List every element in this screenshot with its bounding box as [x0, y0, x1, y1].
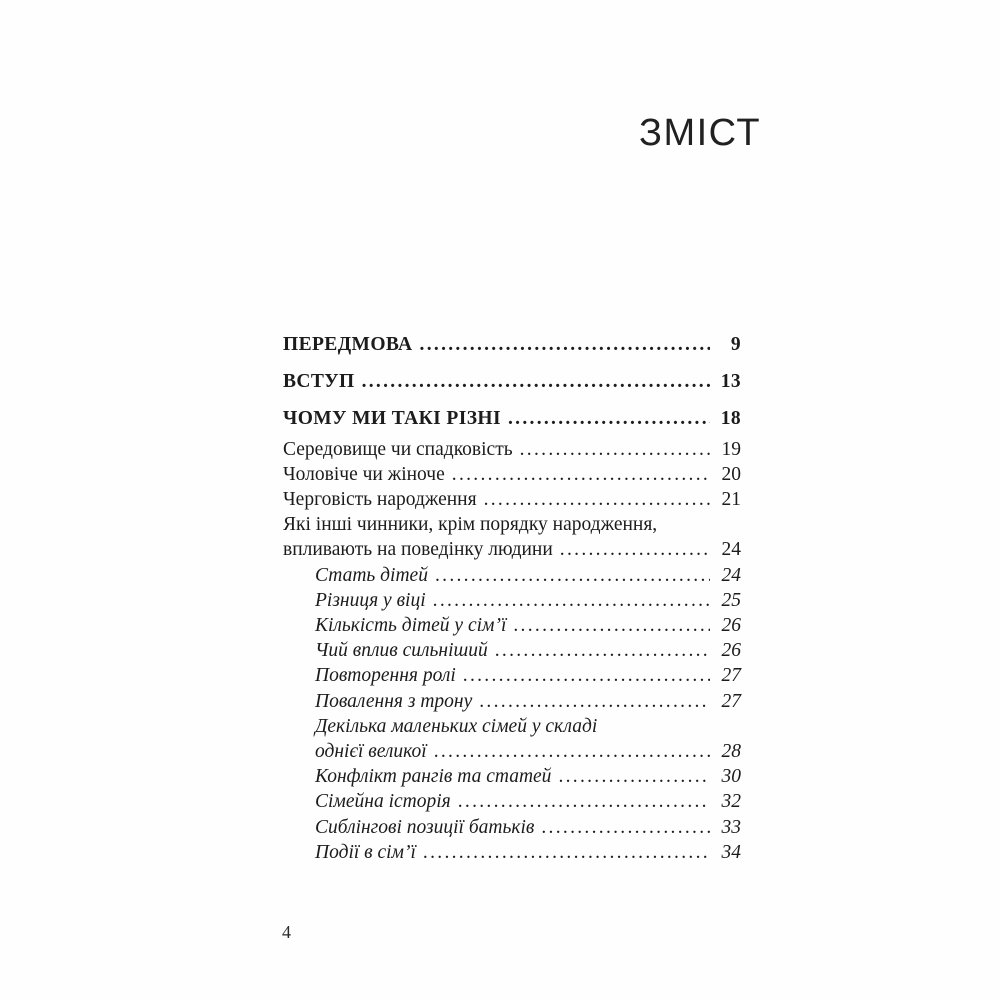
toc-entry-page: 28: [721, 741, 741, 763]
toc-entry-label: ПЕРЕДМОВА: [283, 334, 413, 355]
toc-entry-label: Кількість дітей у сім’ї: [315, 615, 507, 637]
toc-entry-page: 33: [721, 816, 741, 838]
toc-entry: [283, 437, 741, 462]
toc-dot-leader: [495, 638, 710, 663]
toc-entry: [283, 563, 741, 588]
toc-entry-page: 34: [721, 841, 741, 863]
toc-entry-label: Середовище чи спадковість: [283, 438, 513, 460]
toc-dot-leader: [463, 663, 710, 688]
toc-entry-page: 32: [721, 791, 741, 813]
toc-entry: [283, 689, 741, 714]
toc-entry-page: 26: [721, 615, 741, 637]
toc-dot-leader: [484, 487, 710, 512]
toc-entry-page: 25: [721, 589, 741, 611]
toc-dot-leader: [513, 613, 710, 638]
toc-entry-page: 24: [721, 539, 741, 561]
toc-entry: [283, 764, 741, 789]
toc-entry-page: 26: [721, 640, 741, 662]
toc-dot-leader: [362, 369, 710, 394]
toc-entry: [283, 462, 741, 487]
toc-entry-label: Декілька маленьких сімей у складі: [315, 715, 598, 737]
toc-entry-label: однієї великої: [315, 741, 427, 763]
toc-entry: [283, 613, 741, 638]
toc-entry: [283, 406, 741, 431]
toc-entry: [283, 369, 741, 394]
toc-entry-label: Різниця у віці: [315, 589, 426, 611]
toc-entry-label: Чий вплив сильніший: [315, 640, 488, 662]
toc-dot-leader: [558, 764, 710, 789]
toc-dot-leader: [458, 789, 710, 814]
toc-dot-leader: [560, 537, 710, 562]
toc-entry-label: Стать дітей: [315, 564, 428, 586]
toc-entry-page: 30: [721, 766, 741, 788]
toc-entry-page: 18: [720, 408, 741, 430]
page-number: 4: [282, 922, 291, 942]
toc-dot-leader: [435, 563, 710, 588]
toc-entry-label: Черговість народження: [283, 489, 477, 511]
toc-entry-page: 9: [730, 334, 741, 355]
toc-dot-leader: [434, 739, 710, 764]
toc-entry-page: 20: [721, 463, 741, 485]
toc-entry-page: 24: [721, 564, 741, 586]
toc-entry-label: Конфлікт рангів та статей: [315, 766, 552, 788]
toc-entry-label: Які інші чинники, крім порядку народження,: [283, 514, 658, 536]
toc-entry: [283, 332, 741, 357]
toc-entry-label: ВСТУП: [283, 371, 355, 393]
toc-entry: [283, 537, 741, 562]
toc-entry-label: ЧОМУ МИ ТАКІ РІЗНІ: [283, 408, 501, 430]
toc-entry: [283, 487, 741, 512]
toc-entry: [283, 714, 741, 739]
toc-entry-page: 21: [721, 489, 741, 511]
toc-entry-label: Чоловіче чи жіноче: [283, 463, 445, 485]
toc-entry-label: впливають на поведінку людини: [283, 539, 553, 561]
toc-dot-leader: [433, 588, 710, 613]
toc-entry-page: 27: [721, 665, 741, 687]
page-title: ЗМІСТ: [639, 112, 762, 154]
toc-dot-leader: [479, 689, 710, 714]
toc-entry-label: Сиблінгові позиції батьків: [315, 816, 535, 838]
toc-entry-page: 27: [721, 690, 741, 712]
toc-entry-label: Повалення з трону: [315, 690, 473, 712]
toc-entry-label: Події в сім’ї: [315, 841, 416, 863]
toc-entry: [283, 512, 741, 537]
toc-list: [283, 332, 741, 865]
toc-dot-leader: [452, 462, 710, 487]
toc-entry: [283, 840, 741, 865]
toc-entry-label: Сімейна історія: [315, 791, 451, 813]
toc-entry: [283, 815, 741, 840]
toc-dot-leader: [423, 840, 710, 865]
toc-entry: [283, 588, 741, 613]
toc-dot-leader: [520, 437, 710, 462]
toc-entry: [283, 663, 741, 688]
toc-dot-leader: [541, 815, 710, 840]
toc-entry-page: 13: [720, 371, 741, 393]
toc-entry: [283, 638, 741, 663]
toc-entry: [283, 789, 741, 814]
toc-entry-page: 19: [721, 438, 741, 460]
toc-dot-leader: [420, 332, 710, 357]
toc-entry-label: Повторення ролі: [315, 665, 456, 687]
toc-dot-leader: [508, 406, 710, 431]
toc-entry: [283, 739, 741, 764]
